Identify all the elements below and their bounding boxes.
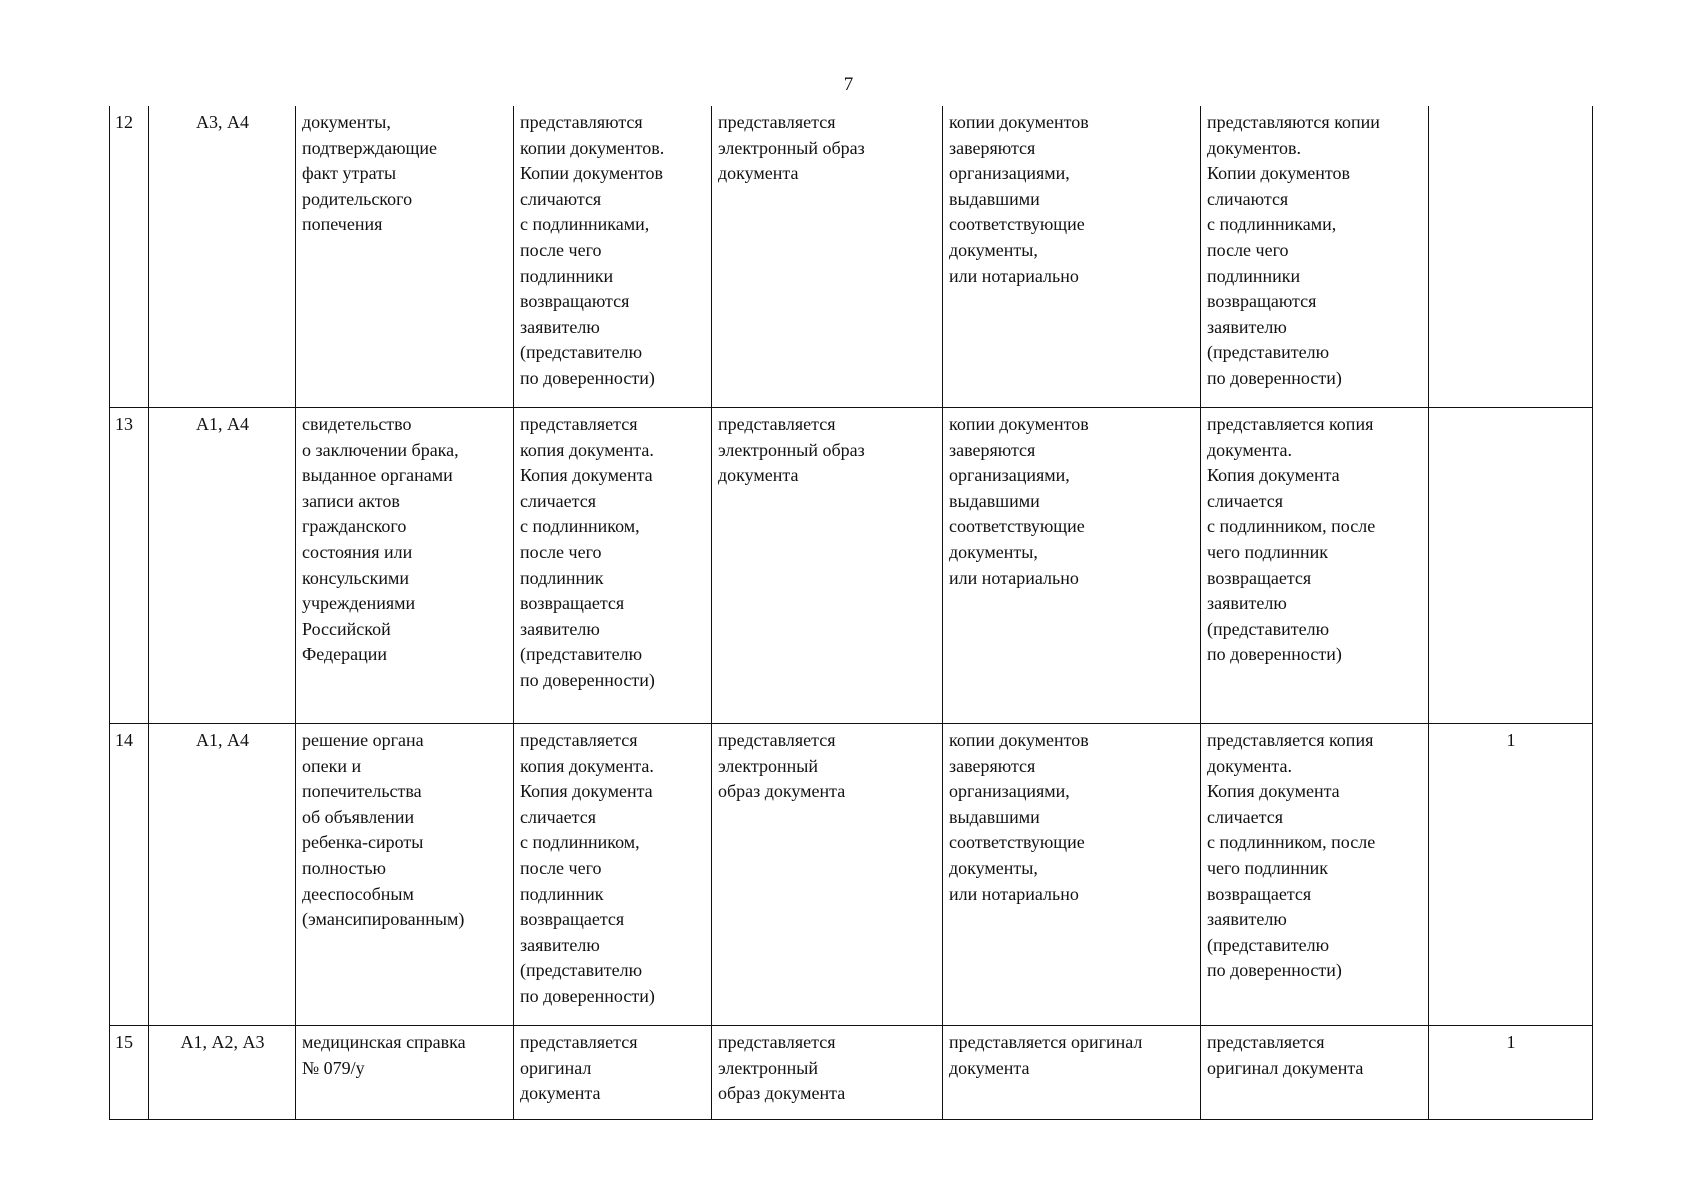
document-name-cell: свидетельство о заключении брака, выданное органами записи актов гражданского состояния или консульскими учреждениями Российской Федерации	[296, 408, 514, 724]
electronic-submission-cell: представляется электронный образ документа	[712, 106, 943, 408]
mail-submission-cell: копии документов заверяются организациями, выдавшими соответствующие документы, или нотариально	[943, 408, 1201, 724]
in-person-submission-cell: представляется копия документа. Копия документа сличается с подлинником, после чего подлинник возвращается заявителю (представителю по доверенности)	[514, 408, 712, 724]
applicant-codes-cell: А1, А4	[149, 724, 296, 1026]
electronic-submission-cell: представляется электронный образ документа	[712, 1026, 943, 1120]
row-number-cell: 14	[110, 724, 149, 1026]
mfc-submission-cell: представляется оригинал документа	[1201, 1026, 1429, 1120]
mfc-submission-cell: представляется копия документа. Копия документа сличается с подлинником, после чего подлинник возвращается заявителю (представителю по доверенности)	[1201, 724, 1429, 1026]
requirements-table	[109, 106, 1593, 1120]
count-cell	[1429, 408, 1593, 724]
applicant-codes-cell: А3, А4	[149, 106, 296, 408]
mfc-submission-cell: представляется копия документа. Копия документа сличается с подлинником, после чего подлинник возвращается заявителю (представителю по доверенности)	[1201, 408, 1429, 724]
document-name-cell: решение органа опеки и попечительства об объявлении ребенка-сироты полностью дееспособным (эмансипированным)	[296, 724, 514, 1026]
in-person-submission-cell: представляется оригинал документа	[514, 1026, 712, 1120]
document-name-cell: документы, подтверждающие факт утраты родительского попечения	[296, 106, 514, 408]
mail-submission-cell: представляется оригинал документа	[943, 1026, 1201, 1120]
electronic-submission-cell: представляется электронный образ документа	[712, 724, 943, 1026]
table-row	[110, 724, 1593, 1026]
page-number: 7	[843, 74, 854, 95]
row-number-cell: 12	[110, 106, 149, 408]
mail-submission-cell: копии документов заверяются организациями, выдавшими соответствующие документы, или нотариально	[943, 724, 1201, 1026]
mail-submission-cell: копии документов заверяются организациями, выдавшими соответствующие документы, или нотариально	[943, 106, 1201, 408]
document-name-cell: медицинская справка № 079/у	[296, 1026, 514, 1120]
row-number-cell: 15	[110, 1026, 149, 1120]
table-row	[110, 1026, 1593, 1120]
count-cell	[1429, 106, 1593, 408]
row-number-cell: 13	[110, 408, 149, 724]
electronic-submission-cell: представляется электронный образ документа	[712, 408, 943, 724]
count-cell: 1	[1429, 724, 1593, 1026]
in-person-submission-cell: представляется копия документа. Копия документа сличается с подлинником, после чего подлинник возвращается заявителю (представителю по доверенности)	[514, 724, 712, 1026]
applicant-codes-cell: А1, А4	[149, 408, 296, 724]
in-person-submission-cell: представляются копии документов. Копии документов сличаются с подлинниками, после чего подлинники возвращаются заявителю (представителю по доверенности)	[514, 106, 712, 408]
mfc-submission-cell: представляются копии документов. Копии документов сличаются с подлинниками, после чего подлинники возвращаются заявителю (представителю по доверенности)	[1201, 106, 1429, 408]
count-cell: 1	[1429, 1026, 1593, 1120]
table-row	[110, 106, 1593, 408]
applicant-codes-cell: А1, А2, А3	[149, 1026, 296, 1120]
table-row	[110, 408, 1593, 724]
